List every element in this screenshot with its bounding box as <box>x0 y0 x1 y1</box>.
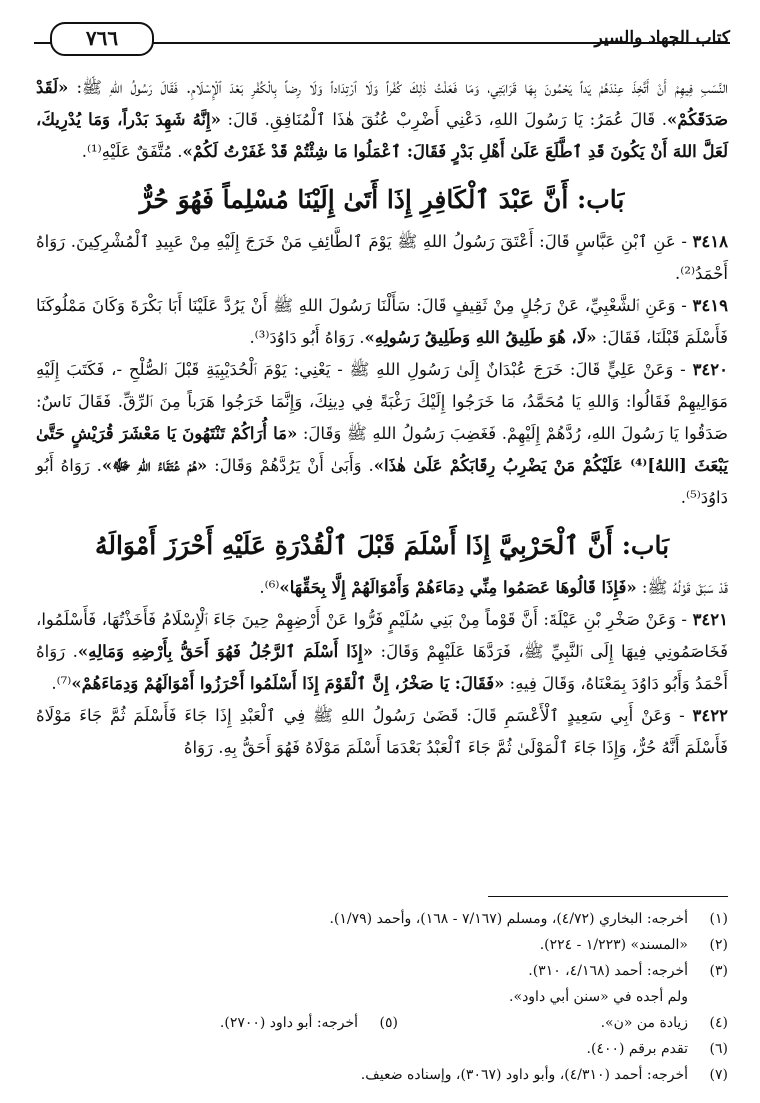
text-run: - وَعَنْ أَبِي سَعِيدٍ ٱلْأَعْسَمِ قَالَ: قَضَىٰ رَسُولُ اللهِ ﷺ فِي ٱلْعَبْدِ إِذَا جَاءَ فَأَسْلَمَ ثُمَّ جَاءَ مَوْلَاهُ فَأَسْلَمَ أَنَّهُ حُرٌّ، وَإِذَا جَاءَ ٱلْمَوْلَىٰ ثُمَّ جَاءَ ٱلْعَبْدُ بَعْدَمَا أَسْلَمَ مَوْلَاهُ فَهُوَ أَحَقُّ بِهِ. رَوَاهُ <box>36 706 728 757</box>
chapter-heading: بَاب: أَنَّ عَبْدَ ٱلْكَافِرِ إِذَا أَتَىٰ إِلَيْنَا مُسْلِماً فَهُوَ حُرٌّ <box>139 185 625 214</box>
footnote-2 <box>36 932 728 958</box>
quote-run: «إِذَا أَسْلَمَ ٱلرَّجُلُ فَهُوَ أَحَقُّ بِأَرْضِهِ وَمَالِهِ» <box>77 642 374 661</box>
text-run: . رَوَاهُ أَبُو دَاوُدَ⁽⁵⁾. <box>36 456 728 507</box>
text-run: - وَعَنِ ٱلشَّعْبِيِّ، عَنْ رَجُلٍ مِنْ ثَقِيفٍ قَالَ: سَأَلْنَا رَسُولَ اللهِ ﷺ أَنْ يَرُدَّ عَلَيْنَا أَبَا بَكْرَةَ وَكَانَ مَمْلُوكَنَا فَأَسْلَمَ قَبْلَنَا، فَقَالَ: <box>36 296 728 347</box>
hadith-number: ٣٤١٩ <box>692 296 728 315</box>
footnote-6 <box>36 1036 728 1062</box>
footnote-number: (٦) <box>709 1041 728 1057</box>
quote-run: «إِنَّهُ شَهِدَ بَدْراً، وَمَا يُدْرِيكَ، لَعَلَّ اللهَ أَنْ يَكُونَ قَدِ ٱطَّلَعَ عَلَىٰ أَهْلِ بَدْرٍ فَقَالَ: ٱعْمَلُوا مَا شِئْتُمْ قَدْ غَفَرْتُ لَكُمْ» <box>36 110 728 161</box>
footnote-separator <box>488 896 728 897</box>
text-run: . رَوَاهُ أَبُو دَاوُدَ⁽³⁾. <box>249 328 365 347</box>
text-run: - وَعَنْ عَلِيٍّ قَالَ: خَرَجَ عُبْدَانٌ إِلَىٰ رَسُولِ اللهِ ﷺ - يَعْنِي: يَوْمَ ٱلْحُدَيْبِيَةِ قَبْلَ ٱلصُّلْحِ -، فَكَتَبَ إِلَيْهِ مَوَالِيهِمْ فَقَالُوا: وَاللهِ يَا مُحَمَّدُ، مَا خَرَجُوا إِلَيْكَ رَغْبَةً فِي دِينِكَ، وَإِنَّمَا خَرَجُوا هَرَباً مِنَ ٱلرِّقِّ. فَقَالَ نَاسٌ: صَدَقُوا يَا رَسُولَ اللهِ، رُدَّهُمْ إِلَيْهِمْ. فَغَضِبَ رَسُولُ اللهِ ﷺ وَقَالَ: <box>36 360 728 443</box>
hadith-3420 <box>36 354 728 514</box>
text-run: قَدْ سَبَقَ قَوْلُهُ ﷺ: <box>641 578 728 597</box>
text-run: . وَأَبَىٰ أَنْ يَرُدَّهُمْ وَقَالَ: <box>214 456 374 475</box>
hadith-3421 <box>36 604 728 700</box>
hadith-3419 <box>36 290 728 354</box>
quote-run: «فَقَالَ: يَا صَخْرُ، إِنَّ ٱلْقَوْمَ إِذَا أَسْلَمُوا أَحْرَزُوا أَمْوَالَهُمْ وَدِمَاءَهُمْ» <box>71 674 505 693</box>
quote-run: «مَا أُرَاكُمْ تَنْتَهُونَ يَا مَعْشَرَ قُرَيْشٍ حَتَّىٰ يَبْعَثَ [اللهُ]⁽⁴⁾ عَلَيْكُمْ مَنْ يَضْرِبُ رِقَابَكُمْ عَلَىٰ هٰذَا» <box>36 424 728 475</box>
text-run: ⁽⁶⁾. <box>259 578 280 597</box>
footnote-number: (٤) <box>709 1015 728 1031</box>
page-header <box>34 22 730 56</box>
footnote-5 <box>68 1010 398 1036</box>
footnotes <box>36 906 728 1088</box>
footnote-3-continued <box>36 984 728 1010</box>
footnote-number: (٢) <box>709 937 728 953</box>
footnote-number: (٣) <box>709 963 728 979</box>
footnote-1 <box>36 906 728 932</box>
text-run: - عَنِ ٱبْنِ عَبَّاسٍ قَالَ: أَعْتَقَ رَسُولُ اللهِ ﷺ يَوْمَ ٱلطَّائِفِ مَنْ خَرَجَ إِلَيْهِ مِنْ عَبِيدِ ٱلْمُشْرِكِينَ. رَوَاهُ أَحْمَدُ⁽²⁾. <box>36 232 728 283</box>
footnote-7 <box>36 1062 728 1088</box>
footnote-number: (٧) <box>709 1067 728 1083</box>
intro-paragraph <box>36 572 728 604</box>
footnote-number: (٥) <box>379 1015 398 1031</box>
footnote-text: أخرجه: البخاري (٤/٧٢)، ومسلم (٧/١٦٧ - ١٦٨)، وأحمد (١/٧٩). <box>329 911 688 927</box>
text-run: . قَالَ عُمَرُ: يَا رَسُولَ اللهِ، دَعْنِي أَضْرِبْ عُنُقَ هٰذَا ٱلْمُنَافِقِ. قَالَ: <box>227 110 668 129</box>
footnote-number: (١) <box>709 911 728 927</box>
footnote-4-5-row <box>36 1010 728 1036</box>
quote-run: «فَإِذَا قَالُوهَا عَصَمُوا مِنِّي دِمَاءَهُمْ وَأَمْوَالَهُمْ إِلَّا بِحَقِّهَا» <box>279 578 637 597</box>
footnote-4 <box>398 1010 728 1036</box>
footnote-3 <box>36 958 728 984</box>
hadith-3422 <box>36 700 728 764</box>
main-text <box>36 72 728 764</box>
text-run: ⁽⁷⁾. <box>51 674 72 693</box>
paragraph-continuation <box>36 72 728 168</box>
footnote-text: أخرجه: أحمد (٤/٣١٠)، وأبو داود (٣٠٦٧)، وإسناده ضعيف. <box>360 1067 688 1083</box>
text-run: . رَوَاهُ أَحْمَدُ وَأَبُو دَاوُدَ بِمَعْنَاهُ، وَقَالَ فِيهِ: <box>36 642 728 693</box>
footnote-text: ولم أجده في «سنن أبي داود». <box>509 989 688 1005</box>
hadith-number: ٣٤٢٢ <box>692 706 728 725</box>
quote-run: «لَقَدْ صَدَقَكُمْ» <box>36 78 728 129</box>
footnote-text: زيادة من «ن». <box>600 1015 688 1031</box>
text-run: - وَعَنْ صَخْرِ بْنِ عَيْلَةَ: أَنَّ قَوْماً مِنْ بَنِي سُلَيْمٍ فَرُّوا عَنْ أَرْضِهِمْ حِينَ جَاءَ ٱلْإِسْلَامُ فَأَخَذْتُهَا، فَأَسْلَمُوا، فَخَاصَمُونِي فِيهَا إِلَى ٱلنَّبِيِّ ﷺ، فَرَدَّهَا عَلَيْهِمْ وَقَالَ: <box>36 610 729 661</box>
running-title: كتاب الجهاد والسير <box>594 28 730 48</box>
hadith-number: ٣٤٢٠ <box>692 360 729 379</box>
chapter-heading: بَاب: أَنَّ ٱلْحَرْبِيَّ إِذَا أَسْلَمَ قَبْلَ ٱلْقُدْرَةِ عَلَيْهِ أَحْرَزَ أَمْوَالَهُ <box>94 531 670 560</box>
footnote-text: أخرجه: أحمد (٤/١٦٨، ٣١٠). <box>528 963 688 979</box>
quote-run: «هُمْ عُتَقَاءُ اللهِ ﷻ» <box>101 456 208 475</box>
hadith-number: ٣٤٢١ <box>692 610 729 629</box>
footnote-text: «المسند» (١/٢٢٣ - ٢٢٤). <box>539 937 688 953</box>
quote-run: «لَا، هُوَ طَلِيقُ اللهِ وَطَلِيقُ رَسُولِهِ» <box>364 328 597 347</box>
hadith-3418 <box>36 226 728 290</box>
hadith-number: ٣٤١٨ <box>692 232 728 251</box>
footnote-text: تقدم برقم (٤٠٠). <box>586 1041 688 1057</box>
page-number: ٧٦٦ <box>50 22 154 56</box>
footnote-text: أخرجه: أبو داود (٢٧٠٠). <box>219 1015 358 1031</box>
text-run: . مُتَّفَقٌ عَلَيْهِ⁽¹⁾. <box>81 142 183 161</box>
text-run: النَّسَبِ فِيهِمْ أَنْ أَتَّخِذَ عِنْدَهُمْ يَداً يَحْمُونَ بِهَا قَرَابَتِي، وَمَا فَعَلْتُ ذٰلِكَ كُفْراً وَلَا ٱرْتِدَاداً وَلَا رِضاً بِالْكُفْرِ بَعْدَ ٱلْإِسْلَامِ. فَقَالَ رَسُولُ اللهِ ﷺ: <box>76 78 729 97</box>
